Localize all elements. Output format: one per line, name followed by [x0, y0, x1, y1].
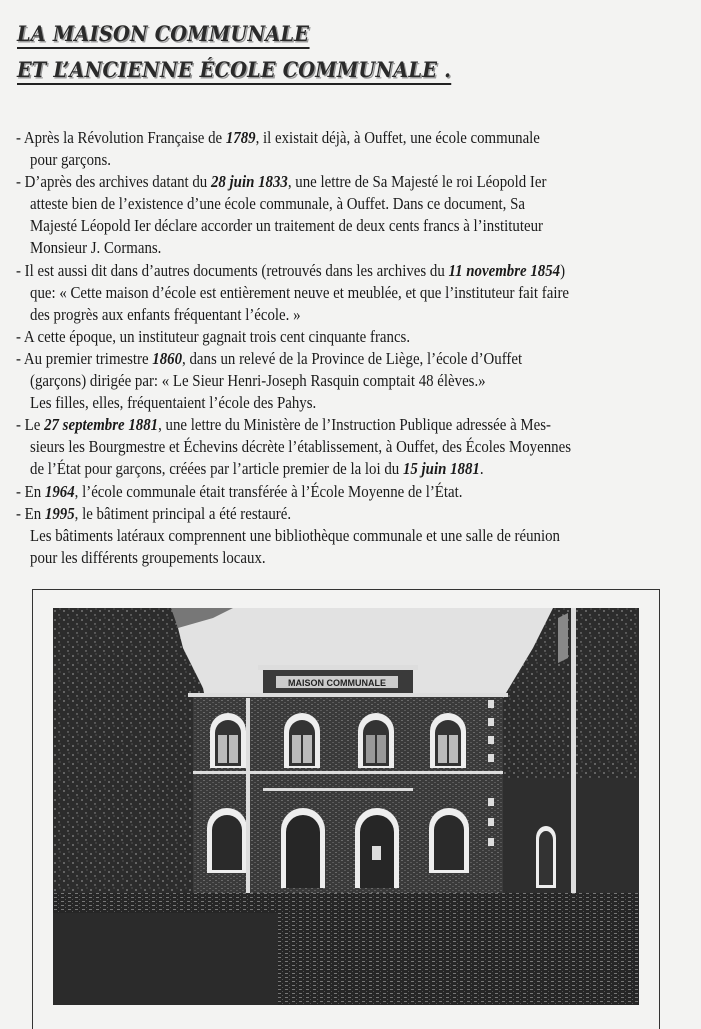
text-segment: pour garçons. — [30, 150, 111, 170]
text-segment: , une lettre de Sa Majesté le roi Léopold Ier — [287, 172, 547, 192]
text-segment: , l’école communale était transférée à l’École Moyenne de l’État. — [74, 481, 463, 501]
text-line — [16, 458, 620, 480]
text-line — [16, 193, 620, 215]
text-segment: Les filles, elles, fréquentaient l’école des Pahys. — [30, 393, 317, 413]
text-segment: - A cette époque, un instituteur gagnait trois cent cinquante francs. — [16, 326, 411, 346]
wall-low — [53, 913, 278, 1005]
text-line — [16, 237, 620, 259]
text-segment: - Au premier trimestre — [16, 348, 153, 368]
text-line — [16, 326, 620, 348]
text-segment: - D’après des archives datant du — [16, 172, 211, 192]
text-line — [16, 503, 620, 525]
text-line — [16, 525, 620, 547]
text-segment: pour les différents groupements locaux. — [30, 547, 266, 567]
text-line — [16, 370, 620, 392]
text-segment: Majesté Léopold Ier déclare accorder un traitement de deux cents francs à l’instituteur — [30, 216, 543, 236]
text-segment: de l’État pour garçons, créées par l’article premier de la loi du — [30, 459, 403, 479]
date-emphasis: 28 juin 1833 — [210, 172, 288, 192]
text-segment: sieurs les Bourgmestre et Échevins décrète l’établissement, à Ouffet, des Écoles Moyennes — [30, 437, 571, 457]
text-line — [16, 348, 620, 370]
text-line — [16, 149, 620, 171]
text-segment: - Après la Révolution Française de — [16, 128, 226, 147]
text-line — [16, 171, 620, 193]
text-segment: , il existait déjà, à Ouffet, une école communale — [255, 128, 540, 147]
text-segment: Monsieur J. Cormans. — [30, 238, 162, 258]
text-line — [16, 215, 620, 237]
text-line — [16, 414, 620, 436]
flagpole-left — [246, 698, 250, 918]
town-hall-photo — [53, 608, 639, 1005]
date-emphasis: 11 novembre 1854 — [448, 260, 561, 280]
text-line — [16, 304, 620, 326]
text-segment: Les bâtiments latéraux comprennent une bibliothèque communale et une salle de réunion — [30, 525, 560, 545]
date-emphasis: 1789 — [225, 128, 256, 147]
text-segment: que: « Cette maison d’école est entièrement neuve et meublée, et que l’instituteur fait faire — [30, 282, 570, 302]
text-segment: - Le — [16, 415, 45, 435]
text-segment: , le bâtiment principal a été restauré. — [74, 503, 292, 523]
text-segment: des progrès aux enfants fréquentant l’école. » — [30, 304, 301, 324]
text-line — [16, 547, 620, 569]
text-segment: - Il est aussi dit dans d’autres documents (retrouvés dans les archives du — [16, 260, 449, 280]
text-segment: - En — [16, 503, 45, 523]
text-line — [16, 127, 620, 149]
sign-text: MAISON COMMUNALE — [288, 678, 386, 688]
annex-building — [493, 778, 639, 908]
text-line — [16, 282, 620, 304]
title-line-1: LA MAISON COMMUNALE — [17, 22, 309, 49]
text-segment: atteste bien de l’existence d’une école communale, à Ouffet. Dans ce document, Sa — [30, 194, 525, 214]
text-segment: - En — [16, 481, 45, 501]
date-emphasis: 1995 — [44, 503, 75, 523]
text-line — [16, 392, 620, 414]
flag — [558, 613, 568, 663]
text-segment: . — [479, 459, 484, 479]
text-line — [16, 260, 620, 282]
text-segment: (garçons) dirigée par: « Le Sieur Henri-Joseph Rasquin comptait 48 élèves.» — [30, 371, 486, 391]
date-emphasis: 1964 — [44, 481, 75, 501]
text-segment: ) — [560, 260, 566, 280]
flagpole-right — [571, 608, 576, 908]
date-emphasis: 1860 — [152, 348, 183, 368]
history-text — [16, 127, 701, 569]
text-line — [16, 481, 620, 503]
text-segment: , dans un relevé de la Province de Liège, l’école d’Ouffet — [182, 348, 523, 368]
text-line — [16, 436, 620, 458]
text-segment: , une lettre du Ministère de l’Instruction Publique adressée à Mes- — [158, 415, 551, 435]
date-emphasis: 27 septembre 1881 — [44, 415, 159, 435]
title-line-2: ET L’ANCIENNE ÉCOLE COMMUNALE . — [17, 58, 451, 85]
date-emphasis: 15 juin 1881 — [402, 459, 480, 479]
